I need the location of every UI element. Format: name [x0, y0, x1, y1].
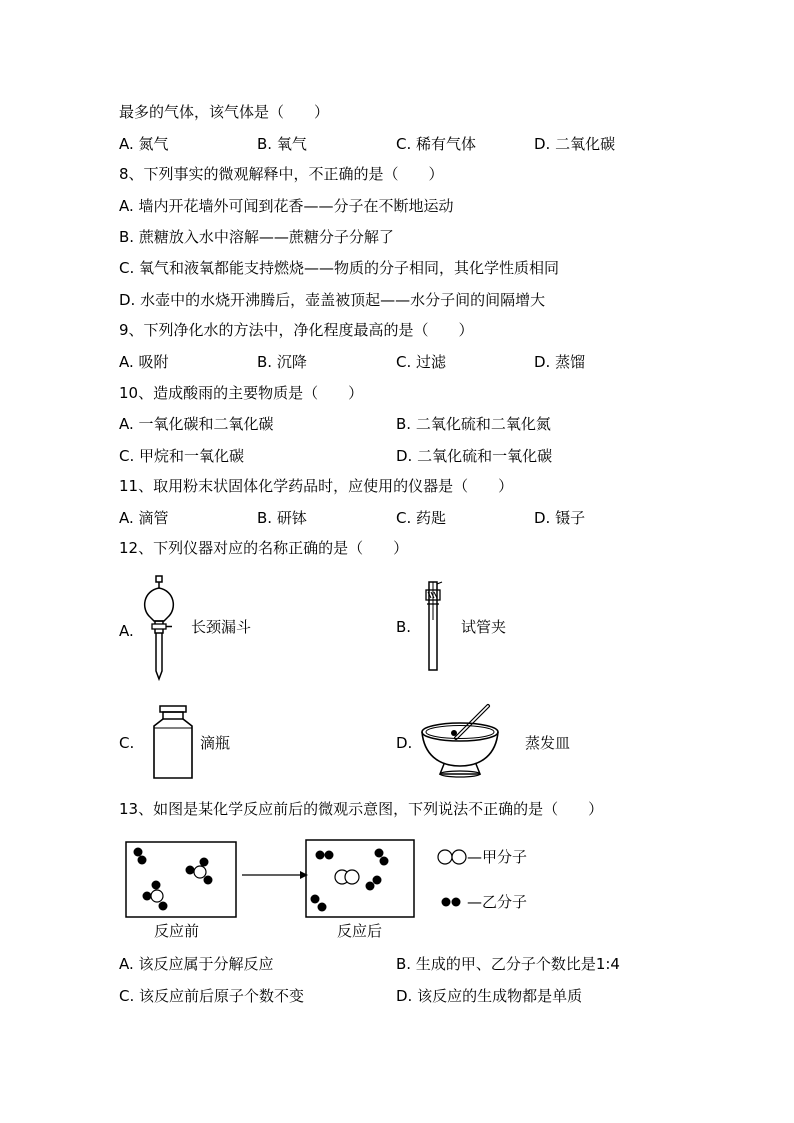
molecule-icon	[366, 876, 382, 891]
option-7a: A. 氮气	[119, 135, 169, 153]
legend-b-label: —乙分子	[467, 893, 528, 911]
question-9-stem: 9、下列净化水的方法中，净化程度最高的是（ ）	[119, 321, 474, 339]
option-12c-letter: C.	[119, 734, 135, 752]
question-12-stem: 12、下列仪器对应的名称正确的是（ ）	[119, 539, 409, 557]
before-label: 反应前	[154, 922, 200, 940]
option-7b: B. 氧气	[257, 135, 307, 153]
molecule-icon	[311, 895, 327, 912]
molecule-icon	[375, 849, 389, 866]
option-7d: D. 二氧化碳	[534, 135, 616, 153]
option-12b-name: 试管夹	[461, 618, 507, 636]
option-9b: B. 沉降	[257, 353, 307, 371]
legend-b-icon	[442, 898, 451, 907]
option-8a: A. 墙内开花墙外可闻到花香——分子在不断地运动	[119, 197, 454, 215]
before-reaction-box	[126, 842, 236, 917]
test-tube-holder-icon	[420, 580, 446, 674]
molecule-icon	[186, 858, 213, 885]
option-13a: A. 该反应属于分解反应	[119, 955, 274, 973]
after-label: 反应后	[337, 922, 383, 940]
option-8b: B. 蔗糖放入水中溶解——蔗糖分子分解了	[119, 228, 394, 246]
molecule-icon	[316, 851, 334, 860]
option-11d: D. 镊子	[534, 509, 586, 527]
option-9c: C. 过滤	[396, 353, 447, 371]
molecule-icon	[335, 870, 359, 884]
option-11c: C. 药匙	[396, 509, 447, 527]
option-9d: D. 蒸馏	[534, 353, 586, 371]
option-12a-letter: A.	[119, 622, 134, 640]
option-8d: D. 水壶中的水烧开沸腾后，壶盖被顶起——水分子间的间隔增大	[119, 291, 546, 309]
option-10b: B. 二氧化硫和二氧化氮	[396, 415, 551, 433]
question-8-stem: 8、下列事实的微观解释中，不正确的是（ ）	[119, 165, 444, 183]
option-13c: C. 该反应前后原子个数不变	[119, 987, 305, 1005]
option-13d: D. 该反应的生成物都是单质	[396, 987, 583, 1005]
option-11b: B. 研钵	[257, 509, 307, 527]
legend-a-label: —甲分子	[467, 848, 528, 866]
question-11-stem: 11、取用粉末状固体化学药品时，应使用的仪器是（ ）	[119, 477, 514, 495]
question-7-stem-tail: 最多的气体，该气体是（ ）	[119, 103, 330, 121]
option-10a: A. 一氧化碳和二氧化碳	[119, 415, 274, 433]
molecule-icon	[143, 881, 168, 911]
separatory-funnel-icon	[138, 573, 188, 685]
option-11a: A. 滴管	[119, 509, 169, 527]
option-12c-name: 滴瓶	[200, 734, 231, 752]
reagent-bottle-icon	[150, 704, 196, 782]
option-12b-letter: B.	[396, 618, 412, 636]
option-8c: C. 氧气和液氧都能支持燃烧——物质的分子相同，其化学性质相同	[119, 259, 560, 277]
option-7c: C. 稀有气体	[396, 135, 477, 153]
legend-a-icon	[438, 850, 452, 864]
mortar-pestle-icon	[418, 700, 504, 782]
option-13b: B. 生成的甲、乙分子个数比是1:4	[396, 955, 620, 973]
molecule-icon	[134, 848, 147, 865]
option-12d-letter: D.	[396, 734, 413, 752]
option-12a-name: 长颈漏斗	[191, 618, 252, 636]
question-10-stem: 10、造成酸雨的主要物质是（ ）	[119, 384, 364, 402]
option-9a: A. 吸附	[119, 353, 169, 371]
question-13-stem: 13、如图是某化学反应前后的微观示意图，下列说法不正确的是（ ）	[119, 800, 604, 818]
option-12d-name: 蒸发皿	[525, 734, 571, 752]
option-10d: D. 二氧化硫和一氧化碳	[396, 447, 553, 465]
option-10c: C. 甲烷和一氧化碳	[119, 447, 245, 465]
